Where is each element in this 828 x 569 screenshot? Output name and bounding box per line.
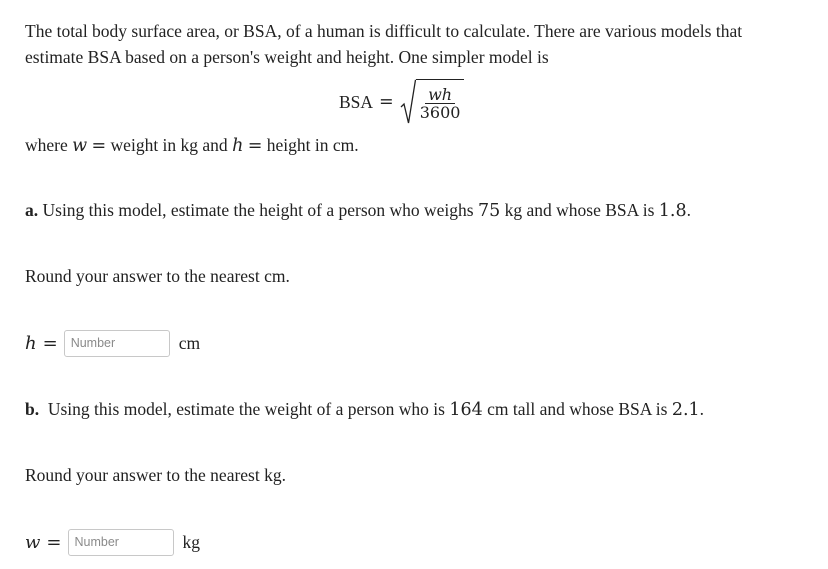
- answer-a-variable: h: [25, 332, 37, 354]
- answer-b-unit: kg: [182, 531, 201, 552]
- h-equals: =: [247, 136, 263, 156]
- part-b-round-instruction: Round your answer to the nearest kg.: [25, 465, 286, 485]
- variable-definitions: [25, 132, 359, 159]
- formula-equals: =: [379, 92, 394, 112]
- part-b-text-1: Using this model, estimate the weight of a person who is: [47, 399, 445, 419]
- bsa-formula: [339, 78, 464, 126]
- h-variable: h: [232, 136, 244, 156]
- part-a-period: .: [686, 200, 691, 220]
- part-b-height: 164: [449, 400, 483, 420]
- weight-answer-input[interactable]: [68, 529, 174, 556]
- radicand: [416, 79, 465, 125]
- part-a-text-2: kg and whose BSA is: [504, 200, 655, 220]
- fraction-numerator: wh: [425, 86, 455, 104]
- answer-a-equals: =: [42, 332, 58, 354]
- part-a-label: a.: [25, 200, 39, 220]
- square-root: [400, 79, 465, 125]
- intro-paragraph: The total body surface area, or BSA, of a human is difficult to calculate. There are various models that estimate BSA based on a person's weight and height. One simpler model is: [25, 21, 743, 67]
- w-description: weight in kg and: [110, 135, 228, 155]
- part-b-period: .: [699, 399, 705, 419]
- w-variable: w: [72, 136, 88, 156]
- height-answer-input[interactable]: [64, 330, 170, 357]
- part-b-text-2: cm tall and whose BSA is: [487, 399, 668, 419]
- radical-sign-icon: [400, 79, 416, 125]
- fraction-denominator: 3600: [419, 103, 461, 122]
- part-b-bsa: 2.1: [671, 400, 700, 420]
- answer-a-unit: cm: [178, 332, 201, 353]
- part-a-text-1: Using this model, estimate the height of a person who weighs: [42, 200, 474, 220]
- part-b-answer-row: [25, 528, 200, 556]
- formula-lhs: BSA: [339, 91, 374, 112]
- fraction: [418, 86, 463, 121]
- part-b-label: b.: [25, 399, 40, 419]
- where-text: where: [25, 135, 68, 155]
- part-a-round-instruction: Round your answer to the nearest cm.: [25, 266, 290, 286]
- answer-b-variable: w: [25, 531, 41, 553]
- part-b-question: [25, 396, 704, 423]
- answer-b-equals: =: [46, 531, 62, 553]
- part-a-weight: 75: [477, 201, 501, 221]
- part-a-answer-row: [25, 329, 200, 357]
- h-description: height in cm.: [266, 135, 359, 155]
- part-a-question: [25, 197, 691, 224]
- w-equals: =: [91, 136, 107, 156]
- part-a-bsa: 1.8: [658, 201, 687, 221]
